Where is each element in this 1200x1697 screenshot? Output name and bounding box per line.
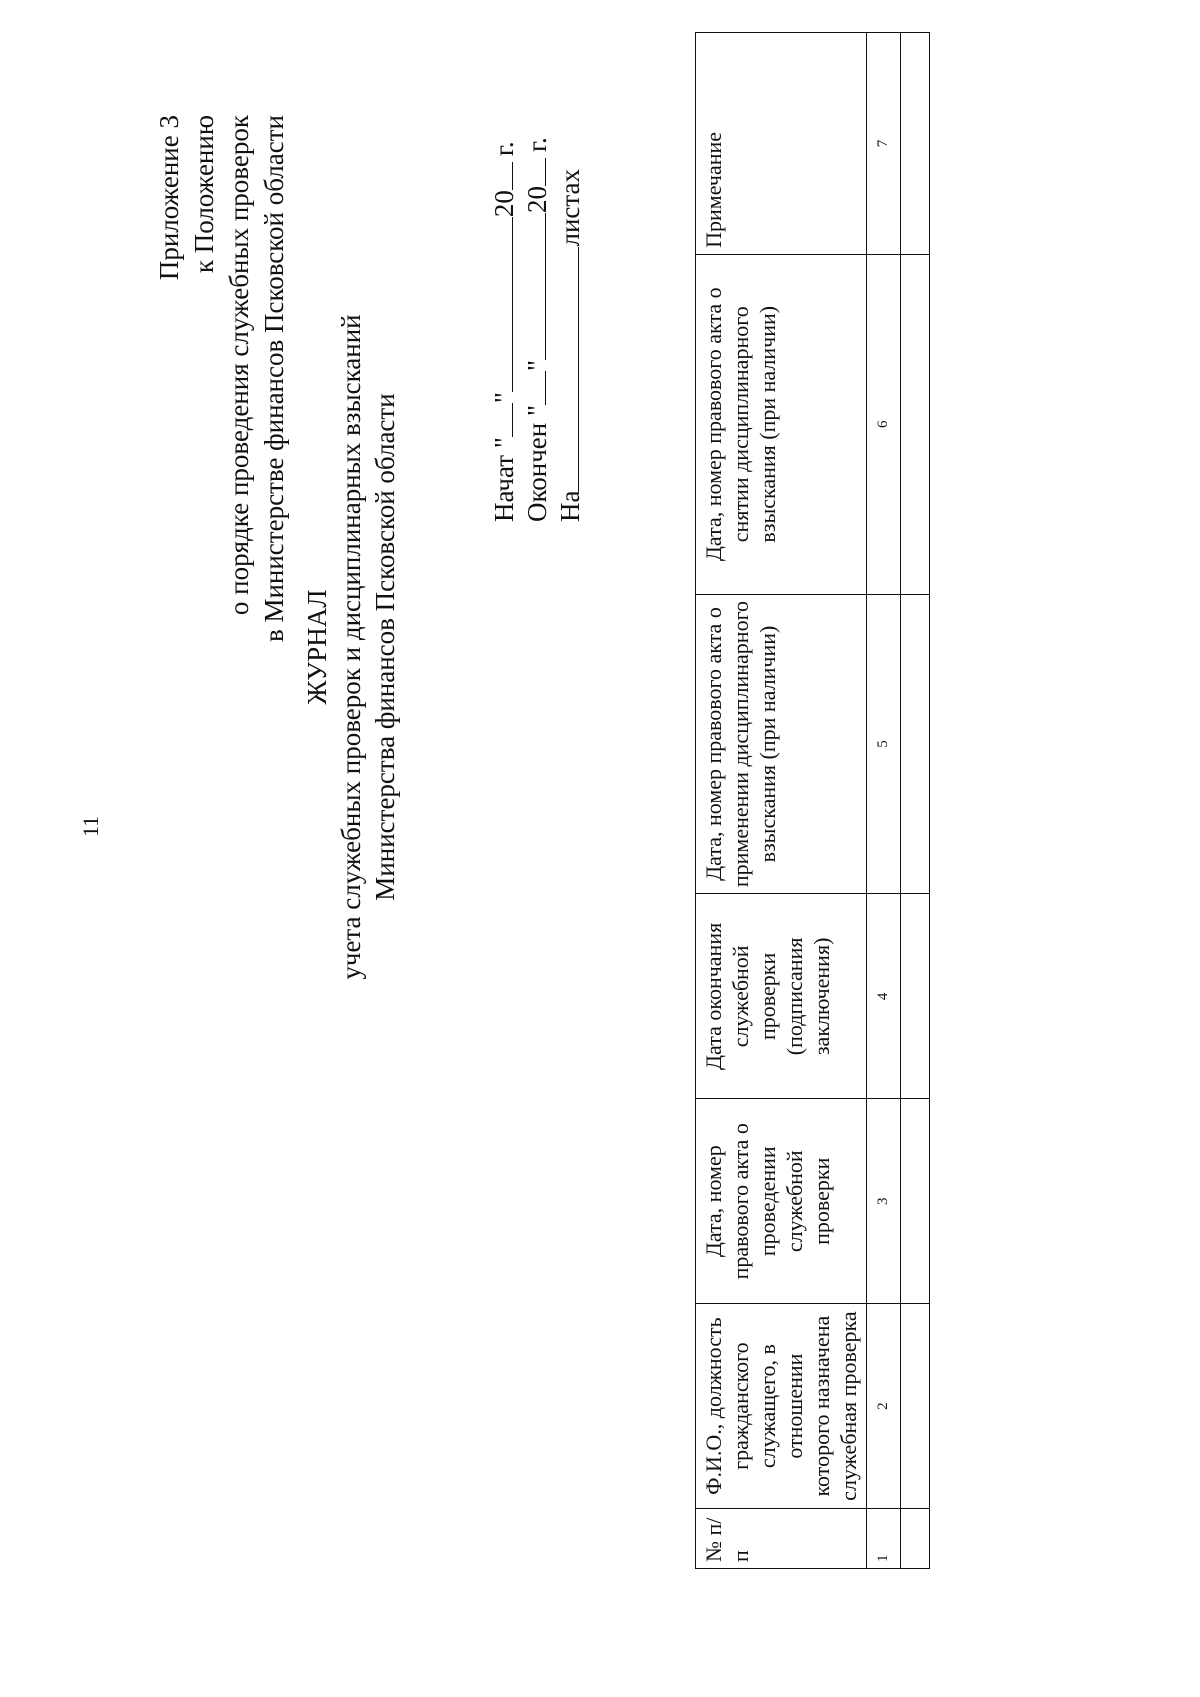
appendix-line: о порядке проведения служебных проверок <box>224 115 254 616</box>
title-line: учета служебных проверок и дисциплинарных взысканий <box>336 314 366 980</box>
quote-mark: " <box>522 359 552 372</box>
journal-period <box>488 137 587 522</box>
table-header-row <box>696 33 867 1569</box>
ended-label: Окончен " <box>522 405 552 522</box>
year-blank <box>521 158 546 186</box>
column-header: Примечание <box>696 33 867 255</box>
column-number-row <box>867 33 901 1569</box>
sheets-count-blank <box>554 247 579 491</box>
appendix-line: в Министерстве финансов Псковской области <box>259 115 289 643</box>
journal-table <box>695 32 930 1569</box>
started-label: Начат " <box>489 437 519 522</box>
column-header: Дата, номер правового акта о снятии дисциплинарного взыскания (при наличии) <box>696 254 867 594</box>
empty-cell <box>901 594 930 894</box>
quote-mark: " <box>489 392 519 404</box>
sheets-label: листах <box>555 168 585 247</box>
table-row <box>901 33 930 1569</box>
column-number: 2 <box>867 1304 901 1509</box>
on-label: На <box>555 490 585 522</box>
empty-cell <box>901 254 930 594</box>
empty-cell <box>901 894 930 1099</box>
column-number: 3 <box>867 1099 901 1304</box>
column-header: Дата, номер правового акта о проведении служебной проверки <box>696 1099 867 1304</box>
day-blank <box>521 371 546 405</box>
appendix-block <box>152 115 292 642</box>
appendix-line: к Положению <box>189 115 219 274</box>
title-heading: ЖУРНАЛ <box>302 589 332 705</box>
column-header: Дата окончания служебной проверки (подписания заключения) <box>696 894 867 1099</box>
year-prefix: 20 <box>489 190 519 218</box>
year-suffix: г. <box>489 141 519 157</box>
column-number: 1 <box>867 1509 901 1569</box>
page-number: 11 <box>78 815 103 837</box>
column-header: № п/п <box>696 1509 867 1569</box>
column-header: Дата, номер правового акта о применении дисциплинарного взыскания (при наличии) <box>696 594 867 894</box>
day-blank <box>488 403 513 437</box>
title-line: Министерства финансов Псковской области <box>370 393 400 901</box>
sheets-row <box>554 137 587 522</box>
column-number: 7 <box>867 33 901 255</box>
journal-title <box>300 97 402 1197</box>
month-blank <box>488 217 513 392</box>
empty-cell <box>901 1509 930 1569</box>
started-row <box>488 137 521 522</box>
month-blank <box>521 213 546 360</box>
year-blank <box>488 162 513 190</box>
year-prefix: 20 <box>522 185 552 213</box>
column-number: 6 <box>867 254 901 594</box>
column-number: 4 <box>867 894 901 1099</box>
year-suffix: г. <box>522 137 552 152</box>
column-number: 5 <box>867 594 901 894</box>
column-header: Ф.И.О., должность гражданского служащего, в отношении которого назначена служебная проверка <box>696 1304 867 1509</box>
appendix-line: Приложение 3 <box>154 115 184 281</box>
empty-cell <box>901 1304 930 1509</box>
ended-row <box>521 137 554 522</box>
empty-cell <box>901 33 930 255</box>
empty-cell <box>901 1099 930 1304</box>
